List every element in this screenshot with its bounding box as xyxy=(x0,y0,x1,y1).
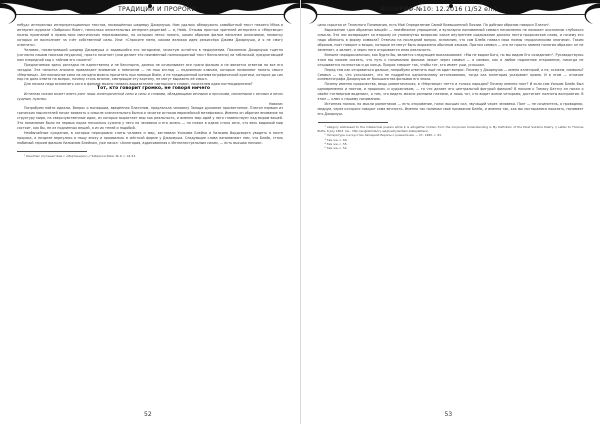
page-number-right: 53 xyxy=(444,411,453,418)
footnote-divider xyxy=(318,122,388,123)
footnote-divider xyxy=(17,151,87,152)
paragraph: цело скрытая от Телесного Понимания, есть Моё Определение Самой Возвышенной Поэзии. По добным образом говорил Платон¹. xyxy=(317,23,551,27)
running-head-left: ТРАДИЦИИ И ПРОРОКИ xyxy=(118,6,197,13)
paragraph: Предлагаемая здесь разгадка не единственна и не бесспорна, далеко не исчерпывает все грани фильма и не является ответом на все его загадки. Эта попытка анализа привлекает внимание к немногим — на наш взгляд — подлинным ключам, которые позволяют понять смысл «Мертвеца». Англоязычное кино на сегодня можно прочитать при помощи Blake, а не традиционной кинематографической критики, которое до сих пор не дало ответа на вопрос, почему столь многие, смотрящие эту картину, не могут выразить её смысл. xyxy=(17,62,283,82)
paragraph: Необычайные суждения, в которых неразрывно слиты человек и мир, заставили Уильяма Блейка и Уильяма Вордсворта увидеть в поэте пророка, а позднее вернулись в нашу эпоху и проявились в жёсткой форме у Джармуша. Следующие слова напоминают нам, что Блейк, столь любимый героем фильма Уильямом Блейком, уже писал: «Аллегория, адресованная к Интеллектуальным силам, — есть высшая поэзия». xyxy=(17,131,283,146)
epigraph: Истинная поэзия может иметь ранг лишь аллегорической силы и силы и словами, обладающими вечными и прочными, связанными с вечным и вечно сущным, нужных. xyxy=(17,92,283,101)
header-rule-right xyxy=(317,14,585,15)
right-page xyxy=(301,0,600,424)
epigraph-author: Новалис xyxy=(268,101,283,106)
section-title: Тот, кто говорит громко, не говоря ничего xyxy=(97,86,210,92)
running-head-right: АПОКРИФ-№10: 12.2016 (1/52 ел.) xyxy=(380,6,498,13)
paragraph: Перед тем как отправиться дальше, попробуем ответить ещё на один вопрос. Почему у Джармуша — имена аллегорий, а не, скажем, символы? Символ — то, что ускользает, что не поддаётся однозначному истолкованию, тогда как аллегория указывает прямо. И в этом — отличие кинематографа Джармуша от большинства фильмов его эпохи. xyxy=(317,67,584,82)
paragraph: Человек, посмотревший шедевр Джармуша и задавшийся его загадками, зачастую остаётся в недоумении. Поклонник Джармуша тщетно (согласно нашим поискам неудачно), просто почитает (или делает это неизменный полноэкранный текст бесполезно) ли табличкой, предлагающей нам очередной код к тайнам его сюжета? xyxy=(17,47,283,62)
paragraph: небуд» интересных интерпретационных текстов, посвящённых шедевру Джармуша. Нам удалось обнаружить самобытный текст некоего Mikos в интернет-журнале «Забриски Rider», несколько описательных интернет-рецензий — и, Hebb. Отзывы простых зрителей интернета о «Мертвеце» полны признаний в прямо-таки мистических переживаниях, по которым легко понять, каким образом фильм наполнен аллюзиями, нехватку которых он восполняет за счёт собственной силы. Или: «Спросите меня, какова великая идея режиссёра Джима Джармуша, и я не смогу ответить». xyxy=(17,23,283,47)
right-body-text xyxy=(318,23,584,150)
footnote: ² Литература и искусство Западной Европы о романтизме. — М.: 1980, с. 63. xyxy=(324,133,442,138)
paragraph: Почему именно пророчества, вещь романтическая, в «Мертвеце» нетто и только пародия? Почему именно поэт? И если сам Уильям Блейк был одновременно и поэтом, и пророком, и художником, — то что делает его центральной фигурой фильма? В письме к Томасу Баттсу он писал о своём «четверном видении», о том, что видеть можно разными глазами, и лишь тот, кто видит всеми четырьмя, достигает полноты восприятия. В этом — ключ к нашему пониманию. xyxy=(317,82,584,102)
paragraph: Внешне парадоксальным, как будто бы, является следующее высказывание: «Мы не видим Бога, но мы видим Его созидание»². Руководствуясь этим мы можем сказать, что путь к пониманию фильма лежит через символ — а символ, как и любое подлинное откровение, никогда не открывается полностью и до конца. Пророк говорит так, чтобы тот, кто имеет уши, услышал. xyxy=(317,52,584,67)
paragraph: Выражение «для образных вещей» — неизбежное упрощение, и вульгарно понимаемый символ несомненно не поможет осознанию глубокого смысла. Это нас возвращает ко второму из упомянутых вопросов: какое внутреннее содержание должно нести пророческое слово, и почему его надо облекать в форму символа? Отвечая на последний вопрос, вспомним, что сам Блейк назвал свои поэмы «пророческими книгами». Таким образом, поэт говорит о вещах, которые не могут быть выражены обычным языком. Притом символ — это не просто замена понятия образом: он не заменяет, а являет, и через него открывается иная реальность. xyxy=(317,27,584,52)
footnote: ⁵ Там же, с. 52. xyxy=(324,145,348,150)
footnote: ³ Там же, с. 60. xyxy=(324,137,348,142)
footnote: ¹ Deadman (путешествие с «Мертвецом») // Забриски Rider. № 9, с. 44-53. xyxy=(24,153,137,158)
paragraph: Попробуем найти идеалы. Вопрос о монаршии, введённая Платоном, предлагала человеку Запада духовное просветление. Платон первым из греческих мыслителей начал заявлять о смысле сознательного бытия и зачатке истоков европейской метафизики. Именно он обратил внимание на структуру мира, на сверхчувственные идеи, из которых вырастает мир как реальность, и именно мир идей у него главенствует над миром вещей. Это понимание было на первых порах несколько сужено у него на человека и его жизнь — но позже в идеях стало ясно, что весь видимый мир состоит, как бы, не из подлинных вещей, а из их теней и подобий. xyxy=(17,106,283,131)
footnote: ⁴ Там же, с. 55. xyxy=(324,141,348,146)
paragraph: Истинная поэзия, по мысли романтиков — есть откровение, голос высших сил, звучащий через человека. Поэт — не сочинитель, а проводник, медиум, через которого говорит сама вечность. Именно так понимал своё призвание Блейк, и именно так, как мы постараемся показать, понимает его Джармуш. xyxy=(317,102,584,117)
left-body-text xyxy=(17,23,283,158)
header-rule-left xyxy=(16,14,284,15)
page-number-left: 52 xyxy=(144,411,152,418)
footnote: ¹ Allegory addressed to the Intellectual powers while it is altogether hidden from the Corporeal Understanding is My Definition of the Most Sublime Poetry. // Letter to Thomas Butts, 6 July 1803. См.: http://englishhistory.net/poetry/william-blake/letters/ xyxy=(317,124,584,134)
paragraph: Для начала надо вспомнить кого в фильме можно назвать выразителем «авторского слова», носителем идеи постмодернизма? xyxy=(24,82,253,87)
